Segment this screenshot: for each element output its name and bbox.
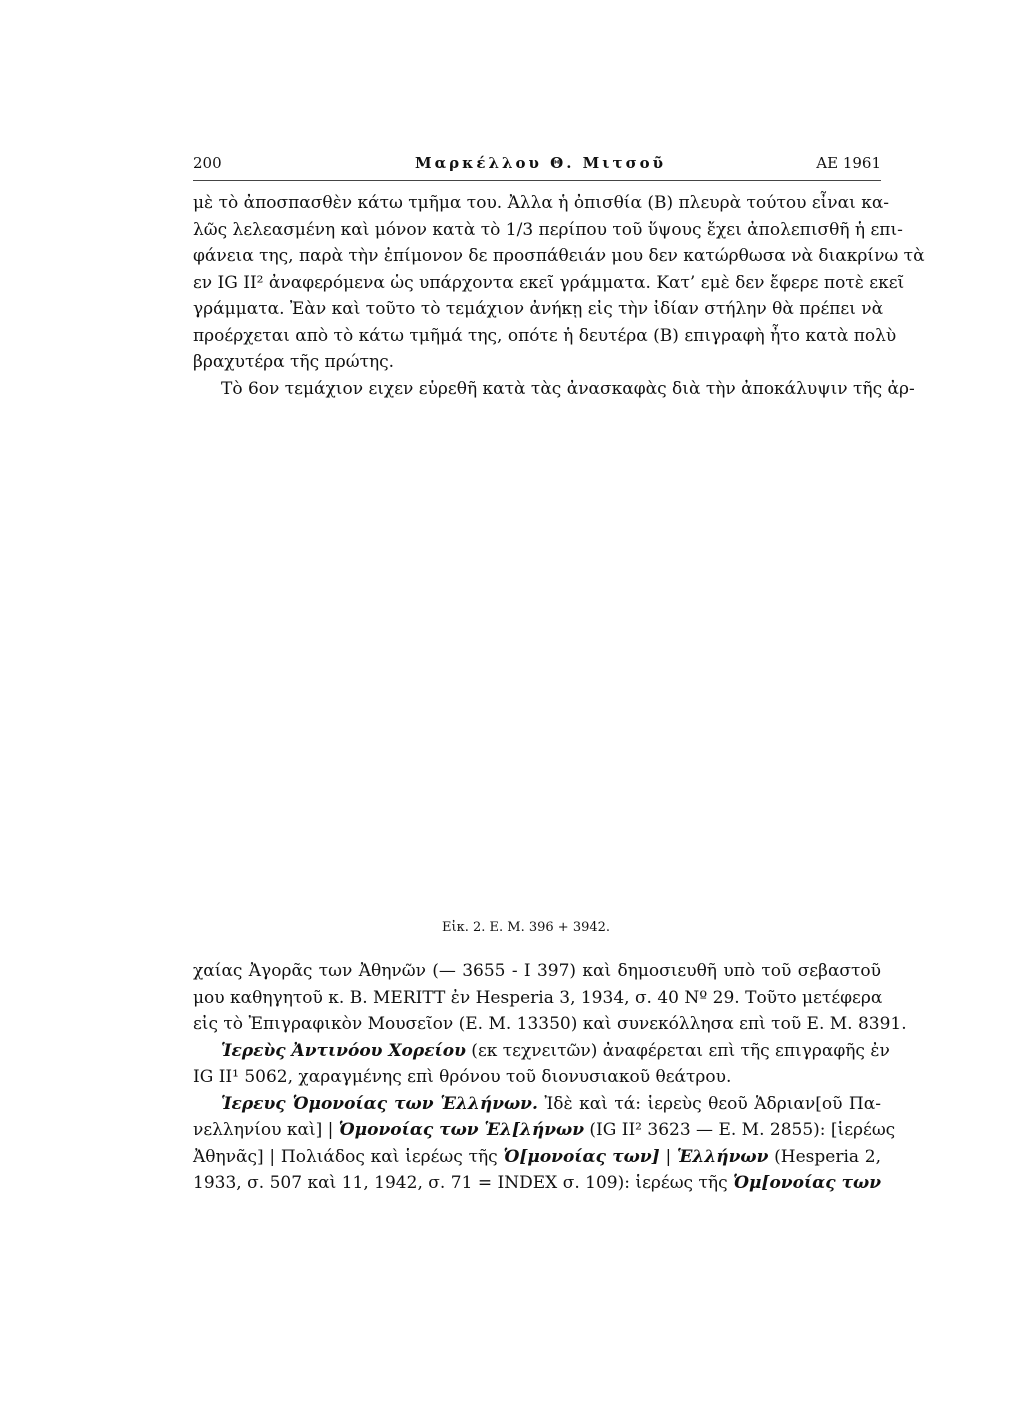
body-text-bottom [193, 958, 907, 1197]
header-rule [193, 180, 881, 181]
text-run: 1933, σ. 507 καὶ 11, 1942, σ. 71 = INDEX σ. 109): ἱερέως τῆς [193, 1173, 734, 1193]
text-line: μὲ τὸ ἀποσπασθὲν κάτω τμῆμα του. Ἀλλα ἡ ὀπισθία (Β) πλευρὰ τούτου εἶναι κα- [193, 193, 890, 213]
text-line: βραχυτέρα τῆς πρώτης. [193, 352, 395, 372]
text-run: Ἀθηνᾶς] | Πολιάδος καὶ ἱερέως τῆς [193, 1146, 504, 1167]
running-header [193, 154, 881, 176]
text-line: εν IG II² ἀναφερόμενα ὡς υπάρχοντα εκεῖ γράμματα. Κατ’ εμὲ δεν ἔφερε ποτὲ εκεῖ [193, 272, 905, 293]
body-text-top [193, 190, 925, 402]
figure-caption: Εἰκ. 2. Ε. Μ. 396 + 3942. [442, 920, 611, 935]
text-run: | [659, 1146, 677, 1167]
text-line: χαίας Ἀγορᾶς των Ἀθηνῶν (— 3655 - Ι 397) καὶ δημοσιευθῆ υπὸ τοῦ σεβαστοῦ [193, 961, 881, 981]
text-line [193, 1117, 896, 1144]
bold-term: Ὁμ[ονοίας των [733, 1173, 881, 1193]
text-line: Τὸ 6ον τεμάχιον ειχεν εὑρεθῆ κατὰ τὰς ἀνασκαφὰς διὰ τὴν ἀποκάλυψιν τῆς ἀρ- [221, 378, 915, 399]
bold-term: Ἱερευς Ὁμονοίας των Ἑλλήνων. [221, 1093, 538, 1114]
text-line: φάνεια της, παρὰ τὴν ἐπίμονον δε προσπάθειάν μου δεν κατώρθωσα νὰ διακρίνω τὰ [193, 246, 925, 266]
figure-area [193, 400, 881, 905]
running-author: Μαρκέλλου Θ. Μιτσοῦ [415, 154, 667, 172]
text-line: IG II¹ 5062, χαραγμένης επὶ θρόνου τοῦ διονυσιακοῦ θεάτρου. [193, 1067, 732, 1087]
journal-reference: ΑΕ 1961 [816, 154, 881, 172]
text-line [193, 1038, 890, 1065]
text-line [193, 1144, 881, 1171]
bold-term: Ἱερεὺς Ἀντινόου Χορείου [221, 1040, 466, 1061]
bold-term: Ὁ[μονοίας των] [503, 1146, 660, 1167]
text-run: Ἰδὲ καὶ τά: ἱερεὺς θεοῦ Ἁδριαν[οῦ Πα- [537, 1093, 881, 1114]
text-line [193, 1170, 881, 1197]
text-line: προέρχεται απὸ τὸ κάτω τμῆμά της, οπότε ἡ δευτέρα (Β) επιγραφὴ ἦτο κατὰ πολὺ [193, 325, 897, 346]
bold-term: Ὁμονοίας των Ἑλ[λήνων [338, 1120, 584, 1140]
text-run: (Hesperia 2, [768, 1146, 882, 1167]
text-run: (IG II² 3623 — Ε. Μ. 2855): [ἱερέως [584, 1120, 896, 1140]
text-line: λῶς λελεασμένη καὶ μόνον κατὰ τὸ 1/3 περίπου τοῦ ὕψους ἔχει ἀπολεπισθῆ ἡ επι- [193, 219, 903, 240]
text-line: γράμματα. Ἐὰν καὶ τοῦτο τὸ τεμάχιον ἀνήκῃ εἰς τὴν ἰδίαν στήλην θὰ πρέπει νὰ [193, 299, 884, 319]
text-run: νελληνίου καὶ] | [193, 1120, 339, 1140]
text-line: εἰς τὸ Ἐπιγραφικὸν Μουσεῖον (Ε. Μ. 13350) καὶ συνεκόλλησα επὶ τοῦ Ε. Μ. 8391. [193, 1014, 907, 1034]
text-line: μου καθηγητοῦ κ. Β. MERITT ἐν Hesperia 3, 1934, σ. 40 Nº 29. Τοῦτο μετέφερα [193, 987, 883, 1008]
text-line [193, 1091, 881, 1118]
bold-term: Ἑλλήνων [676, 1146, 769, 1167]
page-number: 200 [193, 154, 222, 172]
text-run: (εκ τεχνειτῶν) ἀναφέρεται επὶ τῆς επιγραφῆς ἐν [465, 1040, 890, 1061]
